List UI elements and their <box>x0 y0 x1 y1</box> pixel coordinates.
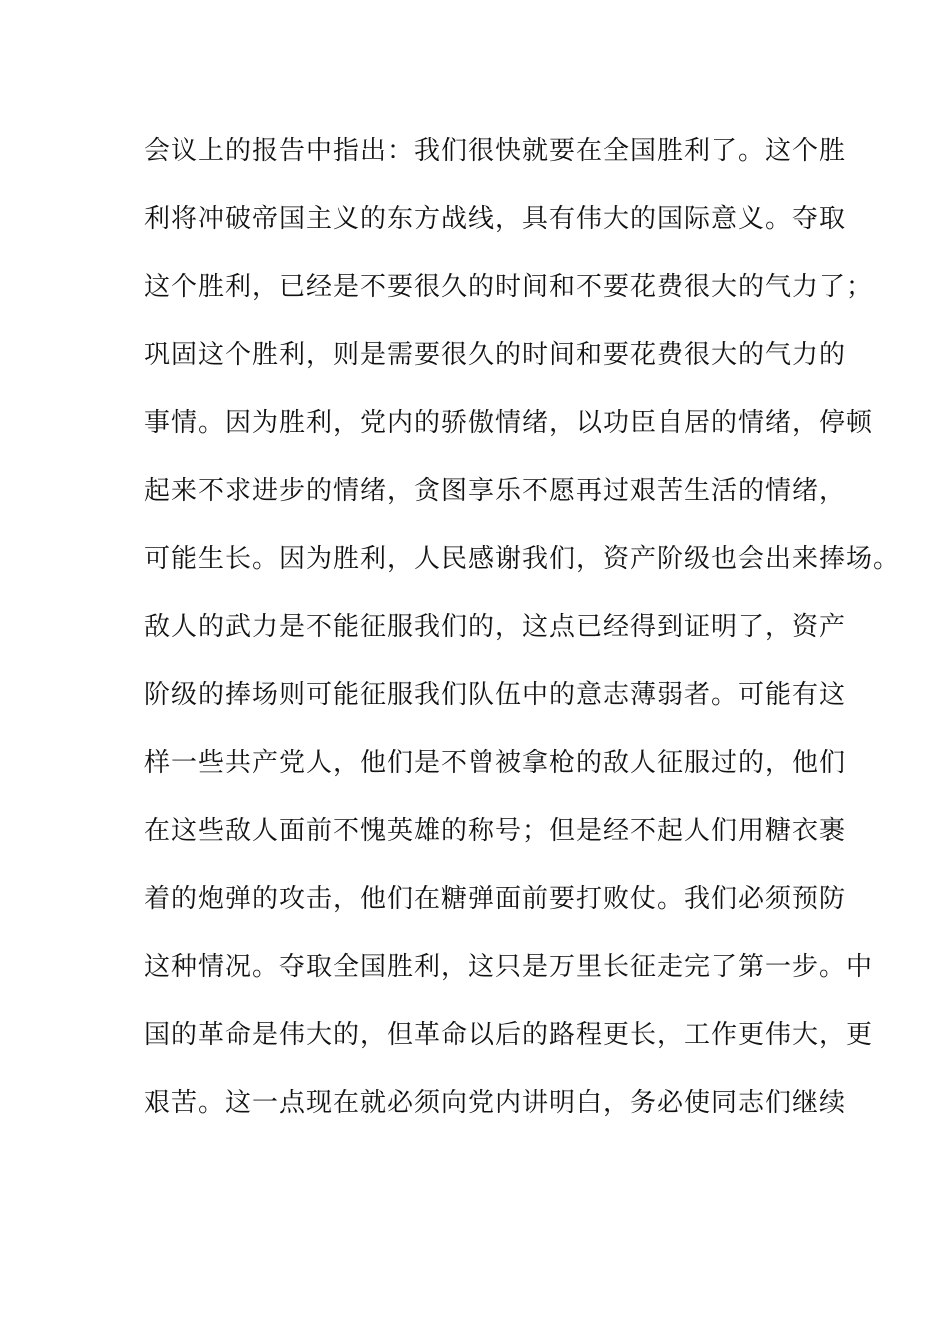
text-line-7: 可能生长。因为胜利，人民感谢我们，资产阶级也会出来捧场。 <box>144 544 901 574</box>
text-line-2: 利将冲破帝国主义的东方战线，具有伟大的国际意义。夺取 <box>144 204 847 234</box>
text-line-9: 阶级的捧场则可能征服我们队伍中的意志薄弱者。可能有这 <box>144 680 847 710</box>
text-line-13: 这种情况。夺取全国胜利，这只是万里长征走完了第一步。中 <box>144 952 874 982</box>
text-line-4: 巩固这个胜利，则是需要很久的时间和要花费很大的气力的 <box>144 340 847 370</box>
text-line-1: 会议上的报告中指出：我们很快就要在全国胜利了。这个胜 <box>144 136 847 166</box>
body-text <box>144 128 901 1148</box>
text-line-10: 样一些共产党人，他们是不曾被拿枪的敌人征服过的，他们 <box>144 748 847 778</box>
text-line-6: 起来不求进步的情绪，贪图享乐不愿再过艰苦生活的情绪， <box>144 476 847 506</box>
text-line-11: 在这些敌人面前不愧英雄的称号；但是经不起人们用糖衣裹 <box>144 816 847 846</box>
text-line-8: 敌人的武力是不能征服我们的，这点已经得到证明了，资产 <box>144 612 847 642</box>
text-line-12: 着的炮弹的攻击，他们在糖弹面前要打败仗。我们必须预防 <box>144 884 847 914</box>
text-line-14: 国的革命是伟大的，但革命以后的路程更长，工作更伟大，更 <box>144 1020 874 1050</box>
text-line-15: 艰苦。这一点现在就必须向党内讲明白，务必使同志们继续 <box>144 1088 847 1118</box>
text-line-5: 事情。因为胜利，党内的骄傲情绪，以功臣自居的情绪，停顿 <box>144 408 874 438</box>
text-line-3: 这个胜利，已经是不要很久的时间和不要花费很大的气力了； <box>144 272 874 302</box>
